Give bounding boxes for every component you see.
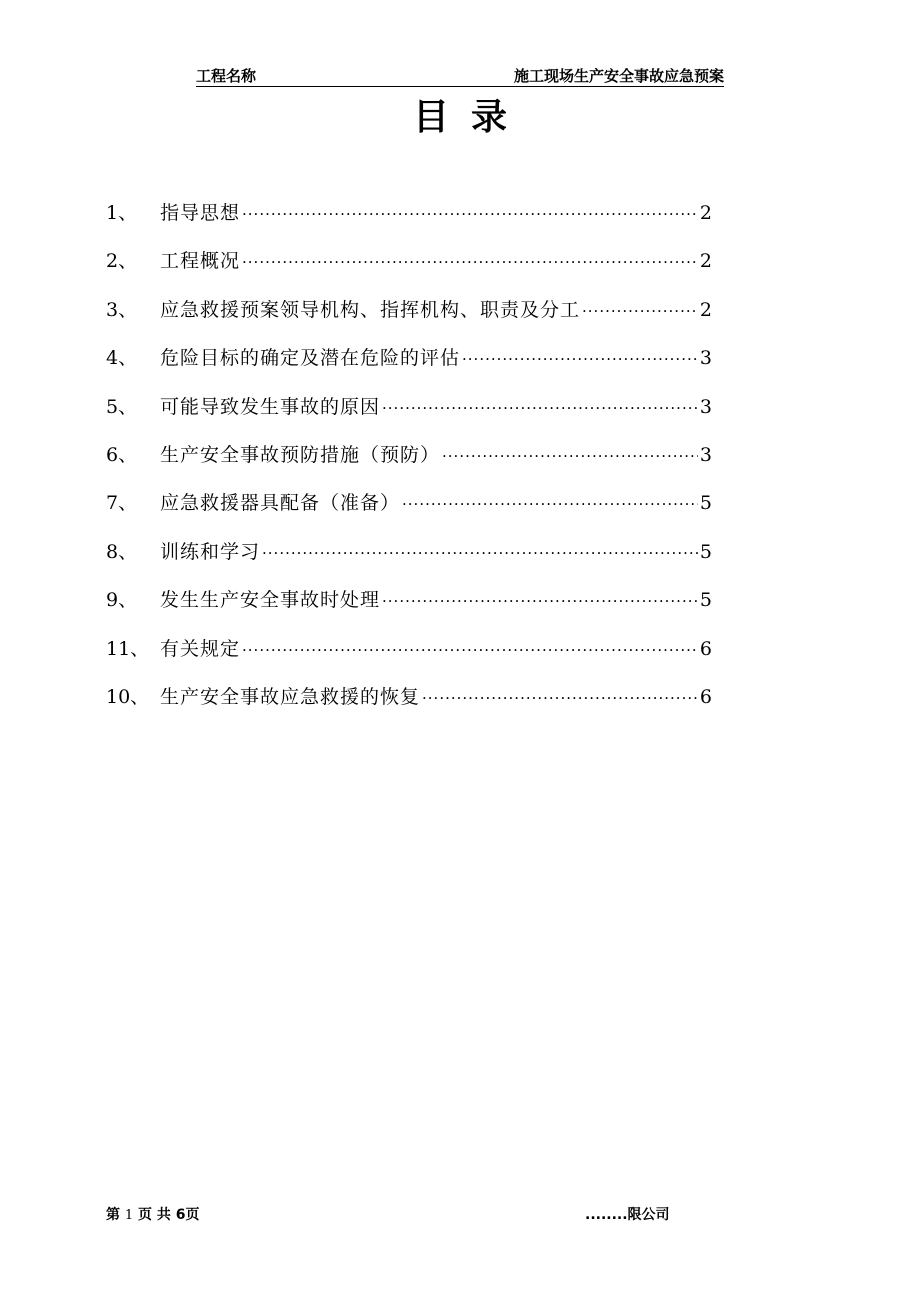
toc-entry-6[interactable]: [106, 438, 712, 486]
toc-entry-title: 危险目标的确定及潜在危险的评估: [160, 347, 461, 370]
toc-entry-number: 3、: [106, 298, 138, 321]
toc-dot-leader: [582, 294, 698, 328]
toc-dot-leader: [462, 342, 698, 376]
toc-dot-leader: [382, 391, 698, 425]
toc-entry-title: 可能导致发生事故的原因: [160, 395, 381, 418]
toc-entry-number: 6、: [106, 443, 138, 466]
toc-entry-number: 4、: [106, 347, 138, 370]
toc-dot-leader: [422, 681, 698, 715]
toc-entry-number: 5、: [106, 395, 138, 418]
page-header: [196, 66, 724, 87]
toc-entry-2[interactable]: [106, 244, 712, 292]
toc-entry-7[interactable]: [106, 486, 712, 534]
toc-dot-leader: [242, 197, 698, 231]
footer-page-prefix: 第: [106, 1207, 120, 1223]
toc-entry-page: 2: [699, 202, 712, 224]
footer-company-name: ........限公司: [585, 1207, 670, 1223]
toc-entry-page: 5: [699, 492, 712, 515]
toc-entry-title: 训练和学习: [160, 540, 261, 563]
toc-entry-3[interactable]: [106, 293, 712, 341]
toc-dot-leader: [262, 536, 698, 570]
toc-entry-number: 2、: [106, 250, 138, 273]
toc-dot-leader: [442, 439, 698, 473]
toc-entry-number: 8、: [106, 540, 138, 563]
footer-page-total: 6页: [175, 1207, 200, 1223]
toc-entry-page: 5: [699, 540, 712, 563]
toc-entry-title: 工程概况: [160, 250, 241, 273]
toc-entry-number: 10、: [106, 685, 150, 708]
header-document-title: 施工现场生产安全事故应急预案: [513, 67, 724, 85]
toc-entry-page: 6: [699, 637, 712, 660]
toc-entry-title: 应急救援预案领导机构、指挥机构、职责及分工: [160, 298, 581, 321]
toc-entry-number: 11、: [106, 637, 150, 660]
toc-entry-5[interactable]: [106, 390, 712, 438]
toc-entry-number: 7、: [106, 492, 138, 515]
toc-entry-page: 3: [699, 395, 712, 418]
toc-dot-leader: [382, 584, 698, 618]
toc-entry-title: 生产安全事故预防措施（预防）: [160, 443, 441, 466]
toc-entry-page: 5: [699, 589, 712, 612]
toc-entry-11[interactable]: [106, 680, 712, 728]
toc-entry-title: 应急救援器具配备（准备）: [160, 492, 401, 515]
toc-entry-number: 9、: [106, 589, 138, 612]
toc-entry-page: 2: [699, 298, 712, 321]
header-project-name: 工程名称: [196, 67, 257, 85]
toc-entry-8[interactable]: [106, 535, 712, 583]
footer-page-current: 1: [124, 1208, 134, 1223]
page-title: 目录: [412, 97, 529, 138]
toc-entry-title: 指导思想: [160, 202, 241, 224]
toc-entry-page: 3: [699, 443, 712, 466]
table-of-contents: [106, 196, 712, 728]
toc-entry-title: 有关规定: [160, 637, 241, 660]
toc-dot-leader: [242, 245, 698, 279]
toc-entry-9[interactable]: [106, 583, 712, 631]
toc-entry-page: 3: [699, 347, 712, 370]
toc-entry-number: 1、: [106, 202, 138, 224]
toc-entry-title: 发生生产安全事故时处理: [160, 589, 381, 612]
toc-dot-leader: [242, 633, 698, 667]
toc-entry-4[interactable]: [106, 341, 712, 389]
toc-dot-leader: [402, 487, 698, 521]
footer-page-mid: 页 共: [138, 1207, 171, 1223]
page-number-footer: [106, 1204, 200, 1226]
toc-entry-page: 2: [699, 250, 712, 273]
toc-entry-page: 6: [699, 685, 712, 708]
toc-entry-title: 生产安全事故应急救援的恢复: [160, 685, 421, 708]
toc-entry-1[interactable]: [106, 196, 712, 244]
toc-entry-10[interactable]: [106, 632, 712, 680]
